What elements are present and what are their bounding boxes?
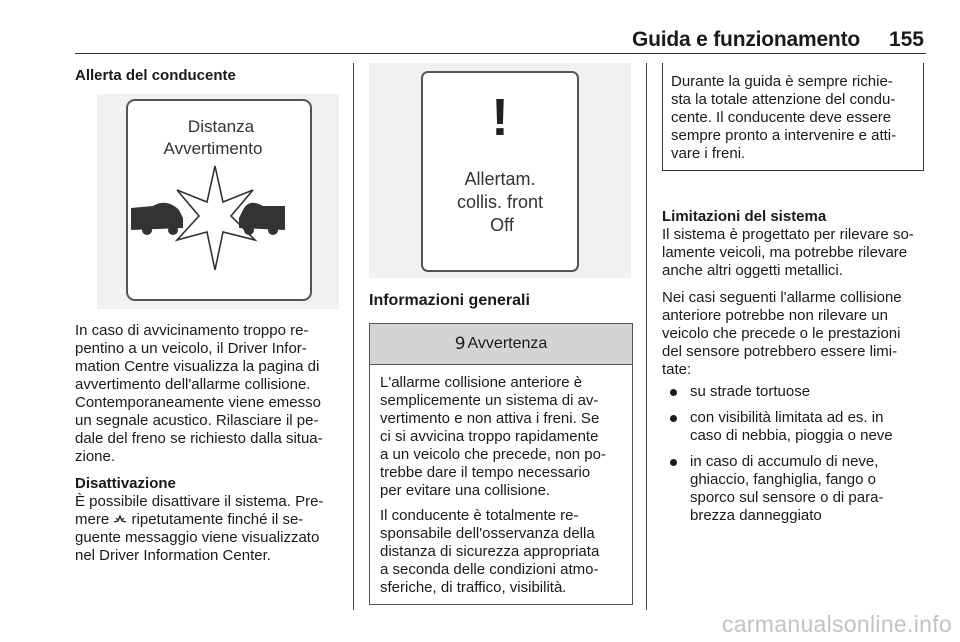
distance-warning-figure bbox=[97, 94, 339, 309]
middle-column-heading-block bbox=[369, 292, 530, 310]
collision-off-illustration bbox=[369, 63, 631, 278]
figure-line-off: Off bbox=[490, 215, 514, 235]
spacer bbox=[75, 466, 323, 475]
text-line: È possibile disattivare il sistema. Pre- bbox=[75, 493, 324, 510]
running-header-title: Guida e funzionamento bbox=[632, 28, 860, 51]
collision-alert-button-icon bbox=[113, 513, 127, 525]
text-line: veicolo che precede o le prestazioni bbox=[662, 325, 901, 342]
warning-paragraph-2 bbox=[380, 507, 632, 597]
text-line: per evitare una collisione. bbox=[380, 482, 551, 499]
paragraph-approach-warning bbox=[75, 322, 323, 466]
text-line: distanza di sicurezza appropriata bbox=[380, 543, 600, 560]
text-fragment: ripetutamente finché il se- bbox=[131, 511, 304, 528]
warning-box bbox=[369, 323, 633, 605]
text-line: sferiche, di traffico, visibilità. bbox=[380, 579, 567, 596]
text-line: del sensore potrebbero essere limi- bbox=[662, 343, 898, 360]
list-item bbox=[662, 409, 914, 445]
warning-header bbox=[370, 324, 632, 365]
text-line: a un veicolo che precede, non po- bbox=[380, 446, 606, 463]
watermark[interactable]: carmanualsonline.info bbox=[721, 611, 952, 637]
text-line: Il sistema è progettato per rilevare so- bbox=[662, 226, 914, 243]
warning-title: Avvertenza bbox=[467, 335, 548, 352]
section-heading-deactivation: Disattivazione bbox=[75, 475, 176, 492]
left-column-body bbox=[75, 322, 323, 565]
text-line: nel Driver Information Center. bbox=[75, 547, 271, 564]
section-heading-driver-alert: Allerta del conducente bbox=[75, 67, 236, 84]
figure-line-allertam: Allertam. bbox=[464, 169, 536, 189]
section-heading-general-info: Informazioni generali bbox=[369, 292, 530, 309]
right-column-body bbox=[662, 208, 914, 533]
text-line: zione. bbox=[75, 448, 116, 465]
text-line: anteriore potrebbe non rilevare un bbox=[662, 307, 888, 324]
text-line: lamente veicoli, ma potrebbe rilevare bbox=[662, 244, 908, 261]
text-line: in caso di accumulo di neve, bbox=[690, 453, 879, 470]
text-line: cente. Il conducente deve essere bbox=[671, 109, 892, 126]
text-line: In caso di avvicinamento troppo re- bbox=[75, 322, 309, 339]
text-line: anche altri oggetti metallici. bbox=[662, 262, 843, 279]
figure-line-distance: Distanza bbox=[187, 117, 255, 136]
text-line: dale del freno se richiesto dalla situa- bbox=[75, 430, 323, 447]
text-line: avvertimento dell'allarme collisione. bbox=[75, 376, 311, 393]
text-line: trebbe dare il tempo necessario bbox=[380, 464, 591, 481]
text-line: tate: bbox=[662, 361, 692, 378]
text-line: sta la totale attenzione del condu- bbox=[671, 91, 896, 108]
section-heading-system-limits: Limitazioni del sistema bbox=[662, 208, 827, 225]
text-line: un segnale acustico. Rilasciare il pe- bbox=[75, 412, 319, 429]
text-line: semplicemente un sistema di av- bbox=[380, 392, 599, 409]
text-line-with-icon bbox=[75, 511, 323, 529]
text-line: brezza danneggiato bbox=[690, 507, 822, 524]
text-line: Durante la guida è sempre richie- bbox=[671, 73, 893, 90]
text-line: su strade tortuose bbox=[690, 383, 811, 400]
distance-warning-illustration bbox=[97, 94, 339, 309]
text-line: ghiaccio, fanghiglia, fango o bbox=[690, 471, 876, 488]
text-line: vertimento e non attiva i freni. Se bbox=[380, 410, 600, 427]
text-line: mation Centre visualizza la pagina di bbox=[75, 358, 320, 375]
column-divider-right bbox=[646, 63, 647, 610]
warning-body bbox=[370, 365, 632, 597]
figure-line-warning: Avvertimento bbox=[163, 139, 263, 158]
text-line: Il conducente è totalmente re- bbox=[380, 507, 579, 524]
text-line: Nei casi seguenti l'allarme collisione bbox=[662, 289, 902, 306]
warning-paragraph-1 bbox=[380, 374, 632, 500]
text-line: guente messaggio viene visualizzato bbox=[75, 529, 320, 546]
attention-note-box bbox=[662, 63, 924, 171]
exclamation-icon: ! bbox=[491, 89, 509, 147]
list-item bbox=[662, 383, 914, 401]
paragraph-system-design bbox=[662, 226, 914, 280]
text-line: vare i freni. bbox=[671, 145, 746, 162]
text-line: con visibilità limitata ad es. in bbox=[690, 409, 884, 426]
warning-triangle-icon: 9 bbox=[454, 334, 466, 354]
list-item bbox=[662, 453, 914, 525]
text-line: sponsabile dell'osservanza della bbox=[380, 525, 595, 542]
column-divider-left bbox=[353, 63, 354, 610]
figure-line-collis-front: collis. front bbox=[456, 192, 544, 212]
collision-off-figure bbox=[369, 63, 631, 278]
spacer bbox=[380, 500, 632, 507]
text-line: pentino a un veicolo, il Driver Infor- bbox=[75, 340, 307, 357]
page-number: 155 bbox=[888, 28, 924, 51]
spacer bbox=[662, 280, 914, 289]
header-rule bbox=[75, 53, 926, 54]
text-line: sempre pronto a intervenire e atti- bbox=[671, 127, 897, 144]
text-line: caso di nebbia, pioggia o neve bbox=[690, 427, 893, 444]
text-fragment: mere bbox=[75, 511, 110, 528]
paragraph-deactivation bbox=[75, 493, 323, 565]
text-line: Contemporaneamente viene emesso bbox=[75, 394, 321, 411]
text-line: L'allarme collisione anteriore è bbox=[380, 374, 583, 391]
limitations-list bbox=[662, 383, 914, 525]
paragraph-detection-cases bbox=[662, 289, 914, 379]
text-line: ci si avvicina troppo rapidamente bbox=[380, 428, 599, 445]
text-line: sporco sul sensore o di para- bbox=[690, 489, 884, 506]
left-column-heading-block bbox=[75, 67, 236, 85]
text-line: a seconda delle condizioni atmo- bbox=[380, 561, 599, 578]
